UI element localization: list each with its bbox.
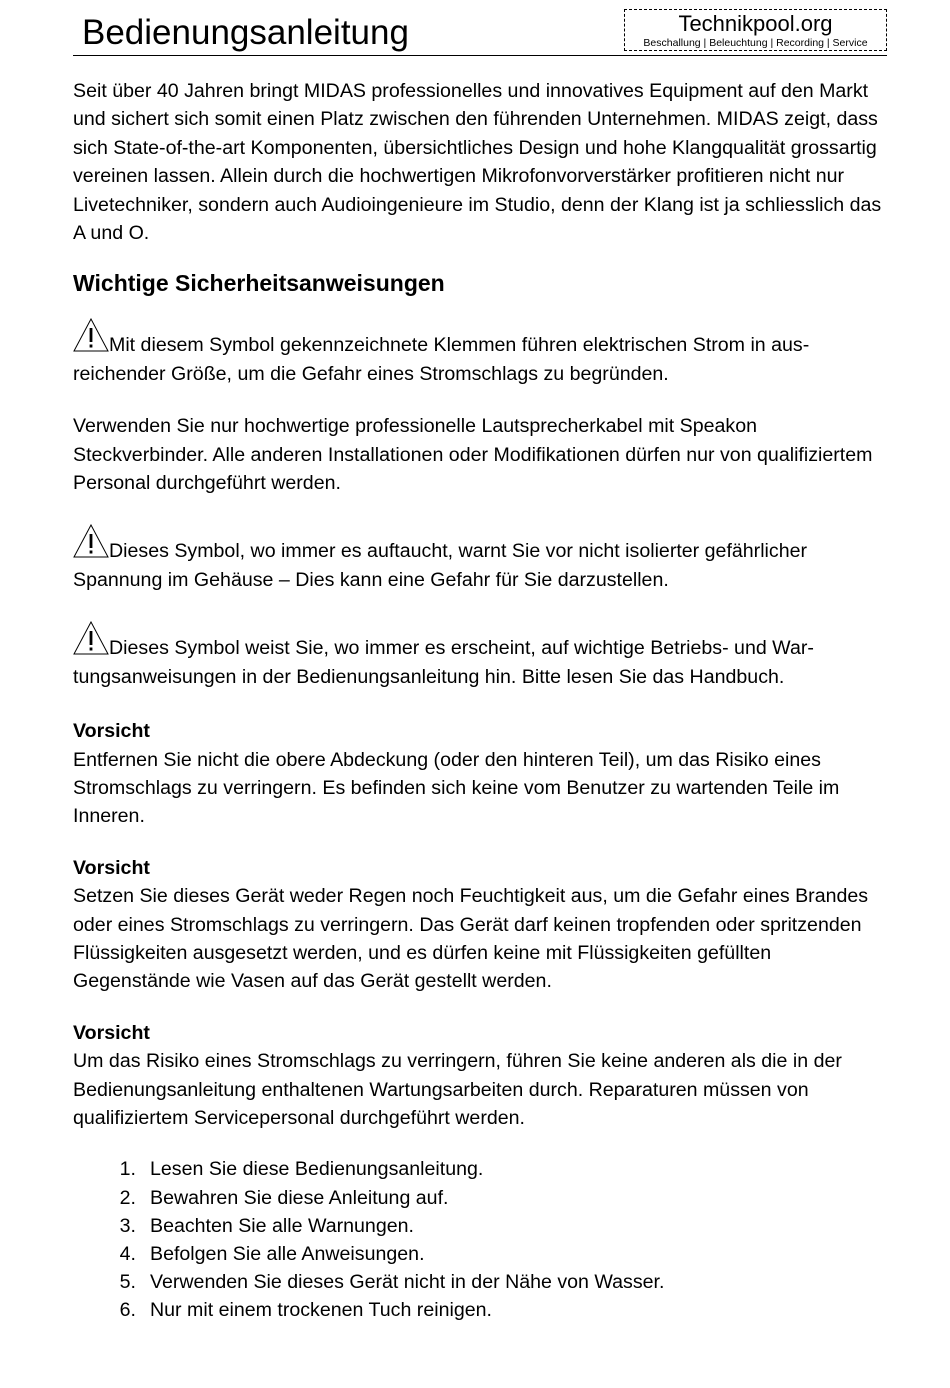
list-item [73, 1212, 883, 1240]
list-item-number: 4. [119, 1242, 136, 1265]
brand-name: Technikpool.org [678, 11, 833, 36]
intro-paragraph: Seit über 40 Jahren bringt MIDAS professionelles und innovatives Equipment auf den Markt und sichert sich somit einen Platz zwischen den führenden Unternehmen. MIDAS zeigt, dass sich State-of-the-art Komponenten, übersichtliches Design und hohe Klangqualität grossartig vereinen lassen. Allein durch die hochwertigen Mikrofonvorverstärker profitieren nicht nur Livetechniker, sondern auch Audioingenieure im Studio, denn der Klang ist ja schliesslich das A und O. [73, 80, 882, 245]
warning-triangle-icon [73, 318, 109, 354]
list-item [73, 1296, 883, 1324]
list-item-number: 6. [119, 1299, 136, 1322]
list-item-text: Nur mit einem trockenen Tuch reinigen. [150, 1299, 492, 1322]
brand-logo-box [624, 9, 887, 51]
warning-text-voltage: Dieses Symbol, wo immer es auftaucht, warnt Sie vor nicht isolierter gefährlicher Spannung im Gehäuse – Dies kann eine Gefahr für Sie darzustellen. [73, 540, 808, 591]
page-header [73, 8, 887, 56]
caution-block [73, 1019, 883, 1133]
caution-text: Um das Risiko eines Stromschlags zu verringern, führen Sie keine anderen als die in der Bedienungsanleitung enthaltenen Wartungsarbeiten durch. Reparaturen müssen von qualifiziertem Servicepersonal durchgeführt werden. [73, 1050, 842, 1129]
list-item-text: Beachten Sie alle Warnungen. [150, 1214, 414, 1237]
list-item-number: 5. [119, 1271, 136, 1294]
brand-tagline: Beschallung | Beleuchtung | Recording | Service [643, 37, 868, 49]
list-item [73, 1268, 883, 1296]
caution-title: Vorsicht [73, 856, 150, 879]
warning-paragraph-manual [73, 621, 883, 691]
caution-title: Vorsicht [73, 1021, 150, 1044]
caution-text: Setzen Sie dieses Gerät weder Regen noch Feuchtigkeit aus, um die Gefahr eines Brandes oder eines Stromschlags zu verringern. Das Gerät darf keinen tropfenden oder spritzenden Flüssigkeiten ausgesetzt werden, und es dürfen keine mit Flüssigkeiten gefüllten Gegenstände wie Vasen auf das Gerät gestellt werden. [73, 885, 869, 993]
caution-title: Vorsicht [73, 720, 150, 743]
list-item [73, 1155, 883, 1183]
list-item-number: 3. [119, 1214, 136, 1237]
list-item [73, 1184, 883, 1212]
caution-block [73, 717, 883, 831]
document-title: Bedienungsanleitung [82, 13, 409, 52]
list-item-text: Bewahren Sie diese Anleitung auf. [150, 1186, 449, 1209]
list-item-number: 2. [119, 1186, 136, 1209]
list-item-text: Befolgen Sie alle Anweisungen. [150, 1242, 425, 1265]
cables-paragraph: Verwenden Sie nur hochwertige professionelle Lautsprecherkabel mit Speakon Steckverbinder. Alle anderen Installationen oder Modifikationen dürfen nur von qualifiziertem Personal durchgeführt werden. [73, 415, 873, 495]
caution-block [73, 854, 883, 996]
warning-text-manual: Dieses Symbol weist Sie, wo immer es erscheint, auf wichtige Betriebs- und Wartungsanweisungen in der Bedienungsanleitung hin. Bitte lesen Sie das Handbuch. [73, 637, 814, 688]
list-item [73, 1240, 883, 1268]
warning-triangle-icon [73, 621, 109, 657]
safety-heading: Wichtige Sicherheitsanweisungen [73, 270, 445, 297]
instruction-list [73, 1155, 883, 1324]
warning-paragraph-terminals [73, 318, 883, 388]
warning-paragraph-voltage [73, 524, 883, 594]
warning-text-terminals: Mit diesem Symbol gekennzeichnete Klemmen führen elektrischen Strom in ausreichender Größe, um die Gefahr eines Stromschlags zu begründen. [73, 334, 810, 385]
list-item-number: 1. [119, 1158, 136, 1181]
list-item-text: Verwenden Sie dieses Gerät nicht in der Nähe von Wasser. [150, 1271, 665, 1294]
list-item-text: Lesen Sie diese Bedienungsanleitung. [150, 1158, 484, 1181]
warning-triangle-icon [73, 524, 109, 560]
caution-text: Entfernen Sie nicht die obere Abdeckung (oder den hinteren Teil), um das Risiko eines Stromschlags zu verringern. Es befinden sich keine vom Benutzer zu wartenden Teile im Inneren. [73, 748, 840, 828]
page-content [73, 77, 883, 1325]
